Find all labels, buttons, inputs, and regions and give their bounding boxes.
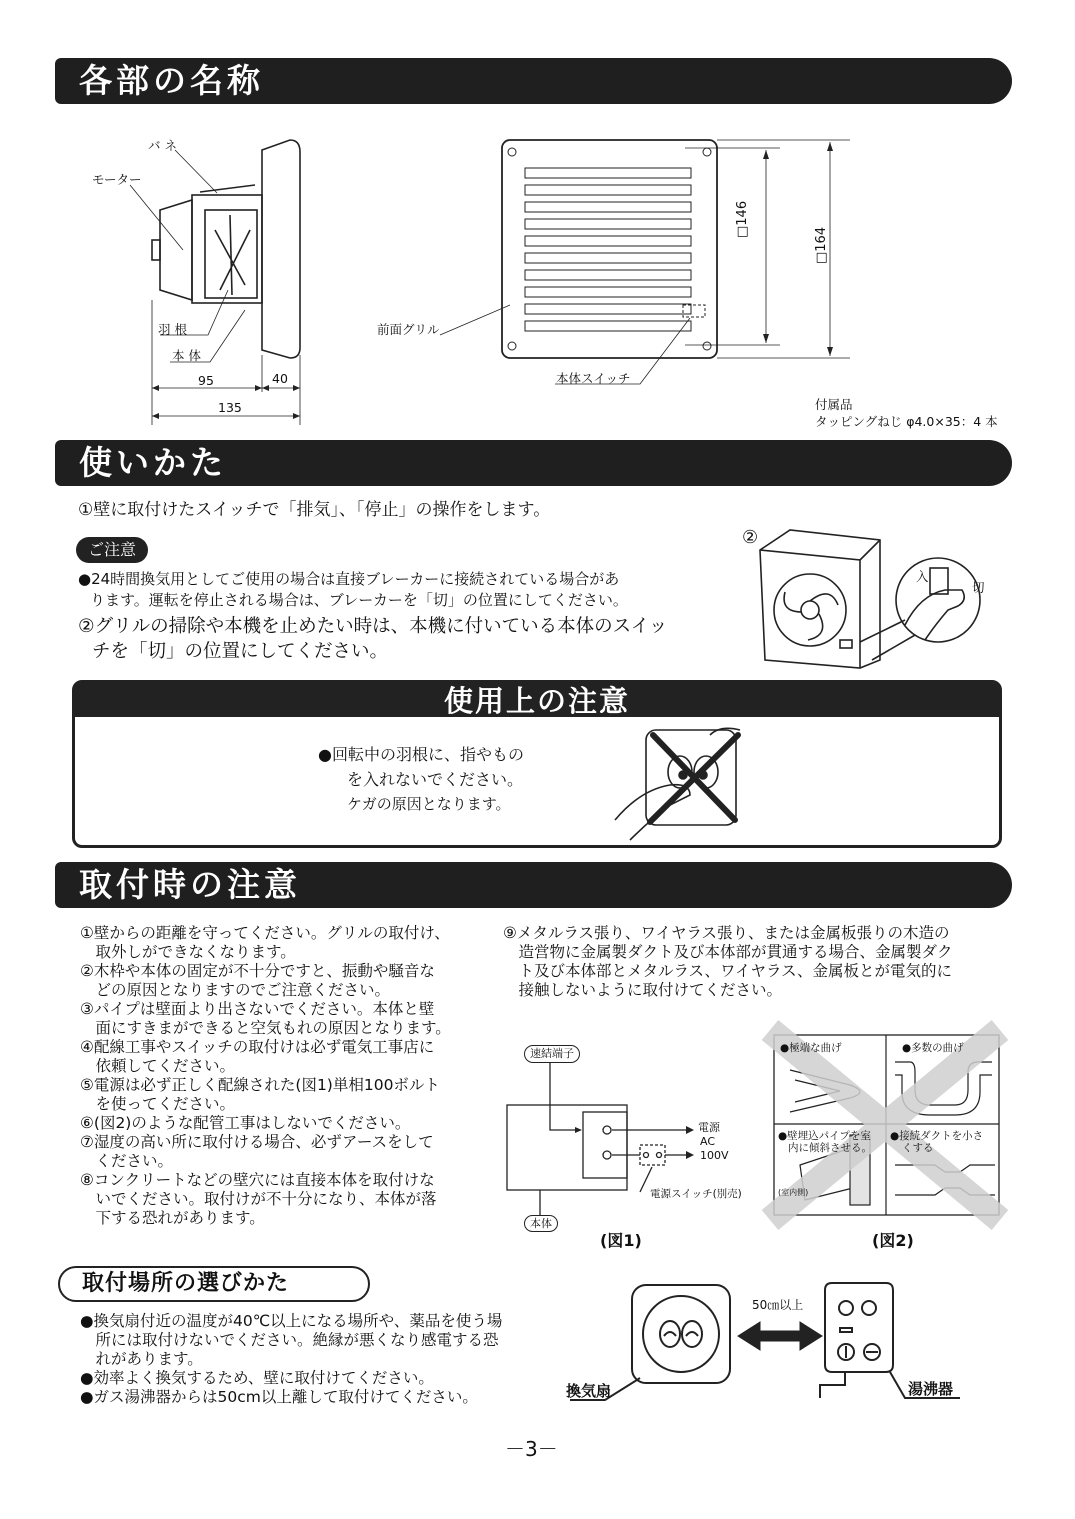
dim-164: □164 — [814, 226, 829, 264]
usage-step2-line2: チを「切」の位置にしてください。 — [92, 641, 389, 662]
switch-off-label: 切 — [972, 580, 985, 595]
location-line-0: ●換気扇付近の温度が40℃以上になる場所や、薬品を使う場 — [80, 1312, 503, 1330]
notice-line2: ります。運転を停止される場合は、ブレーカーを「切」の位置にしてください。 — [90, 591, 628, 609]
fan-heater-distance-illustration — [0, 0, 1, 1]
install-left-line-5: 面にすきまができると空気もれの原因となります。 — [80, 1019, 451, 1037]
usage-step2-line1: ②グリルの掃除や本機を止めたい時は、本機に付いている本体のスイッ — [78, 616, 668, 637]
fig-number-2: ② — [742, 527, 759, 548]
install-left-line-7: 依頼してください。 — [80, 1057, 236, 1075]
page-number: －3－ — [505, 1437, 558, 1461]
fig2-case3a: ●壁埋込パイプを室 — [778, 1130, 871, 1142]
fig1-power-label: 電源 — [698, 1121, 720, 1134]
install-left-line-11: ⑦湿度の高い所に取付ける場合、必ずアースをして — [80, 1133, 434, 1151]
fig2-case3b: 内に傾斜させる。 — [788, 1142, 872, 1154]
fig1-ac-label: AC — [700, 1135, 716, 1148]
caution-line1: ●回転中の羽根に、指やもの — [318, 745, 524, 764]
fig1-100v-label: 100V — [700, 1149, 729, 1162]
fig2-case2: ●多数の曲げ — [902, 1042, 964, 1054]
accessory-text: タッピングねじ φ4.0×35：4 本 — [815, 414, 998, 429]
section-title-install: 取付時の注意 — [55, 862, 1012, 908]
install-left-line-6: ④配線工事やスイッチの取付けは必ず電気工事店に — [80, 1038, 435, 1056]
location-line-1: 所には取付けないでください。絶縁が悪くなり感電する恐 — [80, 1331, 499, 1349]
label-spring: バ ネ — [148, 138, 177, 153]
label-front-grill: 前面グリル — [377, 322, 440, 337]
section-title-usage: 使いかた — [55, 440, 1012, 486]
fig2-case4a: ●接続ダクトを小さ — [890, 1130, 984, 1142]
fig2-case1: ●極端な曲げ — [780, 1042, 842, 1054]
install-left-line-15: 下する恐れがあります。 — [80, 1209, 265, 1227]
install-left-line-14: いでください。取付けが不十分になり、本体が落 — [80, 1190, 437, 1208]
label-motor: モーター — [92, 172, 142, 187]
heater-label: 湯沸器 — [908, 1380, 954, 1398]
install-left-line-1: 取外しができなくなります。 — [80, 943, 296, 961]
fig2-caption: (図2) — [872, 1231, 914, 1250]
label-blade: 羽 根 — [158, 322, 187, 337]
label-body: 本 体 — [172, 348, 201, 363]
install-left-line-13: ⑧コンクリートなどの壁穴には直接本体を取付けな — [80, 1171, 435, 1189]
fig1-caption: (図1) — [600, 1231, 642, 1250]
install-right-line-1: 造営物に金属製ダクト及び本体部が貫通する場合、金属製ダク — [503, 943, 953, 961]
location-line-4: ●ガス湯沸器からは50cm以上離して取付けてください。 — [80, 1388, 478, 1406]
switch-on-label: 入 — [916, 569, 929, 584]
fig1-switch-label: 電源スイッチ(別売) — [650, 1188, 742, 1200]
label-main-switch: 本体スイッチ — [556, 371, 631, 386]
install-right-line-3: 接触しないように取付けてください。 — [503, 981, 783, 999]
caution-title: 使用上の注意 — [75, 683, 999, 717]
dim-135: 135 — [218, 400, 242, 415]
install-left-line-8: ⑤電源は必ず正しく配線された(図1)単相100ボルト — [80, 1076, 440, 1094]
section-title-parts: 各部の名称 — [55, 58, 1012, 104]
install-left-line-10: ⑥(図2)のような配管工事はしないでください。 — [80, 1114, 411, 1132]
notice-badge: ご注意 — [76, 537, 148, 563]
caution-line2: を入れないでください。 — [347, 770, 524, 789]
dim-40: 40 — [272, 371, 288, 386]
location-line-2: れがあります。 — [80, 1350, 203, 1368]
location-line-3: ●効率よく換気するため、壁に取付けてください。 — [80, 1369, 434, 1387]
fig1-terminal-label: 速結端子 — [524, 1045, 580, 1063]
install-left-line-9: を使ってください。 — [80, 1095, 236, 1113]
section-title-location: 取付場所の選びかた — [58, 1266, 370, 1302]
accessory-title: 付属品 — [815, 397, 853, 412]
fig1-body-label: 本体 — [524, 1215, 558, 1232]
notice-line1: ●24時間換気用としてご使用の場合は直接ブレーカーに接続されている場合があ — [78, 570, 620, 588]
caution-line3: ケガの原因となります。 — [347, 795, 511, 813]
fan-label: 換気扇 — [566, 1382, 612, 1400]
install-left-line-12: ください。 — [80, 1152, 174, 1170]
fig2-case4b: くする — [902, 1142, 934, 1154]
install-left-line-2: ②木枠や本体の固定が不十分ですと、振動や騒音な — [80, 962, 435, 980]
fig2-case3c: (室内側) — [778, 1188, 809, 1197]
install-left-line-4: ③パイプは壁面より出さないでください。本体と壁 — [80, 1000, 435, 1018]
install-left-line-3: どの原因となりますのでご注意ください。 — [80, 981, 391, 999]
caution-box — [72, 680, 1002, 848]
usage-step1: ①壁に取付けたスイッチで「排気」、「停止」の操作をします。 — [78, 500, 551, 520]
dim-146: □146 — [735, 200, 750, 238]
distance-label: 50㎝以上 — [752, 1298, 804, 1312]
install-left-line-0: ①壁からの距離を守ってください。グリルの取付け、 — [80, 924, 450, 942]
dim-95: 95 — [198, 373, 214, 388]
install-right-line-0: ⑨メタルラス張り、ワイヤラス張り、または金属板張りの木造の — [503, 924, 950, 942]
install-right-line-2: ト及び本体部とメタルラス、ワイヤラス、金属板とが電気的に — [503, 962, 953, 980]
